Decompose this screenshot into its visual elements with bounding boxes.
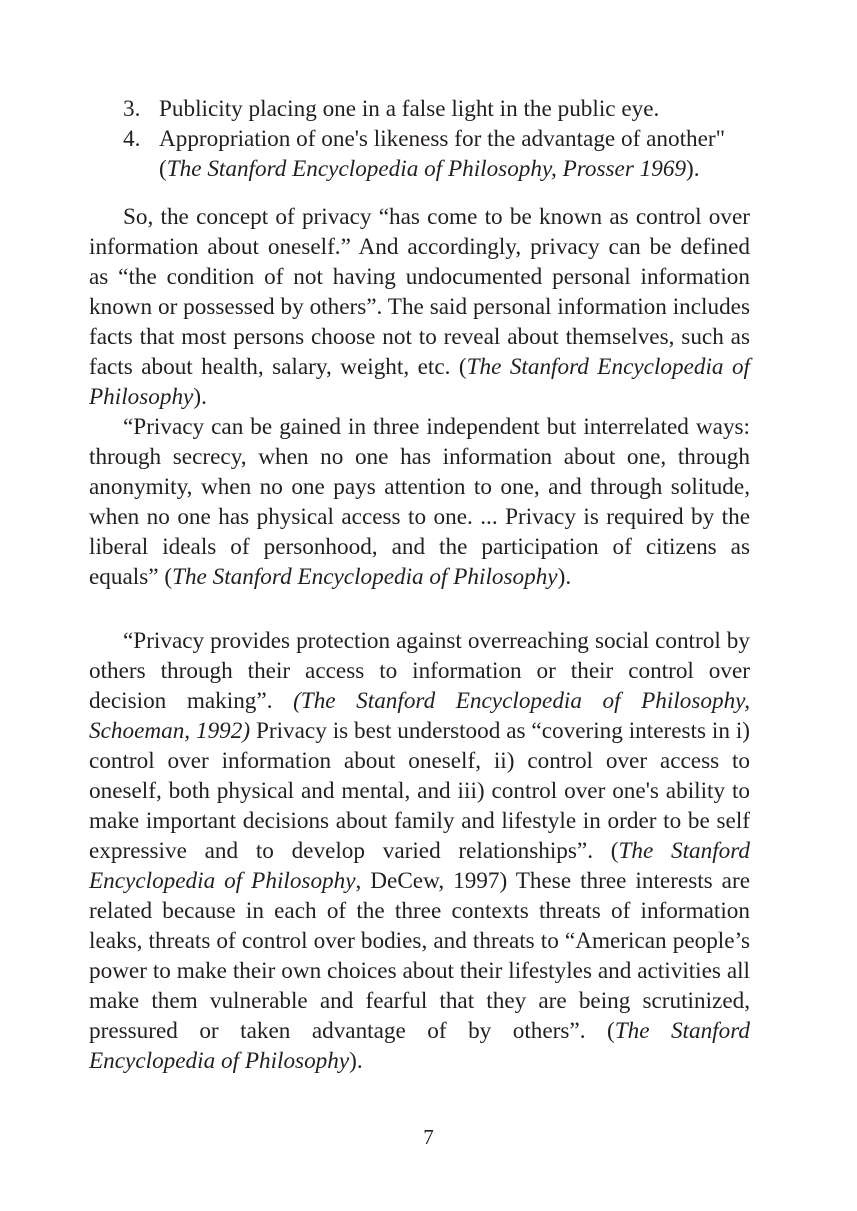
paragraph-text: “Privacy can be gained in three independent but interrelated ways: through secrecy, when no one has information about one, through anonymity, when no one pays attention to one, and through solitude, when no one has physical access to one. ... Privacy is required by the liberal ideals of personhood, and the participation of citizens as equals” (: [89, 414, 750, 590]
citation-open: (: [159, 156, 167, 182]
citation: The Stanford Encyclopedia of Philosophy, Prosser 1969: [166, 156, 687, 182]
paragraph-1: [89, 202, 750, 412]
list-item: [89, 124, 750, 184]
paragraph-text: Privacy is best understood as “covering interests in i) control over information about oneself, ii) control over access to oneself, both physical and mental, and iii) control over one's ability to make important decisions about family and lifestyle in order to be self expressive and to develop varied relationships”. (: [89, 718, 750, 864]
paragraph-3: [89, 626, 750, 1076]
paragraph-end: ).: [193, 384, 207, 410]
citation: The Stanford Encyclopedia of Philosophy: [89, 354, 750, 410]
text-column: [89, 94, 750, 1076]
citation: The Stanford Encyclopedia of Philosophy: [89, 1018, 750, 1074]
paragraph-text: , DeCew, 1997) These three interests are related because in each of the three contexts threats of information leaks, threats of control over bodies, and threats to “American people’s power to make their own choices about their lifestyles and activities all make them vulnerable and fearful that they are being scrutinized, pressured or taken advantage of by others”. (: [89, 868, 750, 1044]
paragraph-text: So, the concept of privacy “has come to be known as control over information about oneself.” And accordingly, privacy can be defined as “the condition of not having undocumented personal information known or possessed by others”. The said personal information includes facts that most persons choose not to reveal about themselves, such as facts about health, salary, weight, etc. (: [89, 204, 750, 380]
paragraph-text: “Privacy provides protection against overreaching social control by others through their access to information or their control over decision making”.: [89, 628, 750, 714]
list-number: 3.: [123, 96, 141, 122]
numbered-list: [89, 94, 750, 184]
list-number: 4.: [123, 126, 141, 152]
citation: The Stanford Encyclopedia of Philosophy: [172, 564, 558, 590]
citation: The Stanford Encyclopedia of Philosophy: [89, 838, 750, 894]
citation: (The Stanford Encyclopedia of Philosophy, Schoeman, 1992): [89, 688, 750, 744]
list-text: Publicity placing one in a false light in the public eye.: [159, 96, 660, 122]
citation-close: ).: [686, 156, 700, 182]
paragraph-end: ).: [349, 1048, 363, 1074]
list-text: Appropriation of one's likeness for the advantage of another": [159, 126, 726, 152]
paragraph-end: ).: [557, 564, 572, 590]
page-number: 7: [423, 1125, 434, 1149]
paragraph-2: [89, 412, 750, 592]
list-item: [89, 94, 750, 124]
